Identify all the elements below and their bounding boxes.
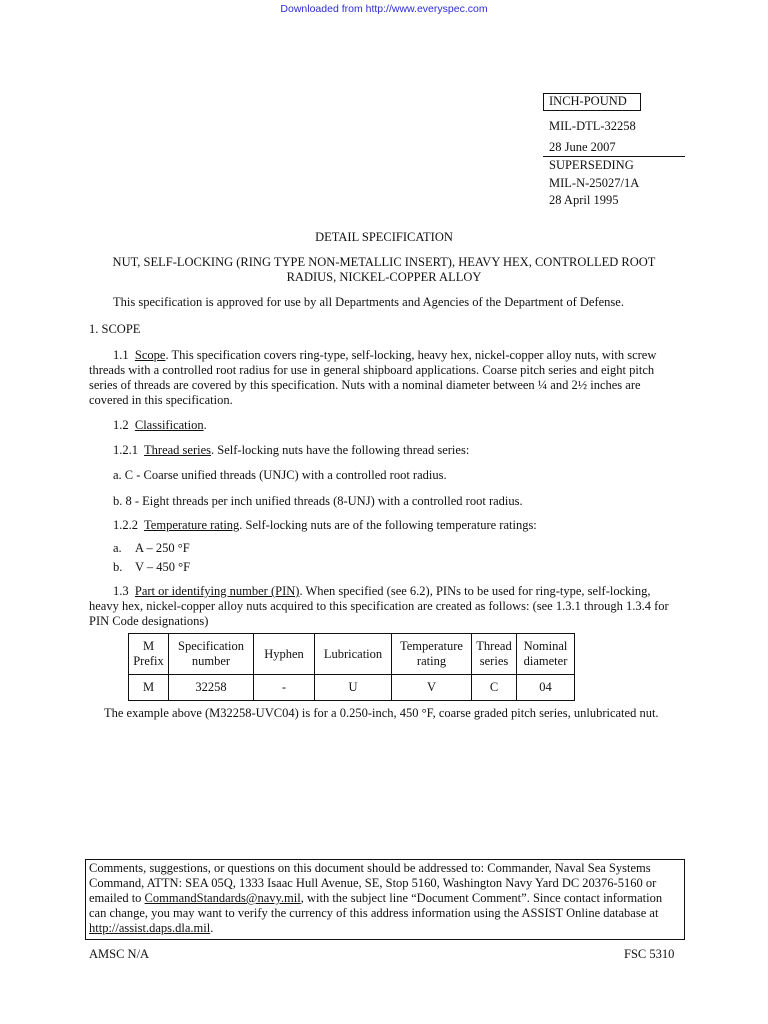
comments-line-1: Comments, suggestions, or questions on this document should be addressed to: Commander, Naval Sea Systems xyxy=(89,861,651,875)
superseding-label: SUPERSEDING xyxy=(549,158,634,172)
download-link[interactable]: Downloaded from http://www.everyspec.com xyxy=(280,3,488,15)
comments-text: , with the subject line “Document Comment”. Since contact information xyxy=(300,891,663,905)
paragraph-1-3-line-2: heavy hex, nickel-copper alloy nuts acquired to this specification are created as follows: (see 1.3.1 through 1.3.4 for xyxy=(89,599,669,613)
table-row xyxy=(129,675,575,701)
header-text: number xyxy=(191,654,231,668)
header-text: diameter xyxy=(523,654,568,668)
comments-text: . xyxy=(210,921,214,935)
document-date: 28 June 2007 xyxy=(549,140,616,154)
table-cell: 04 xyxy=(517,675,575,701)
header-text: Thread xyxy=(476,639,512,653)
temperature-item-b-text: V – 450 °F xyxy=(135,560,191,574)
para-text: . xyxy=(203,418,207,432)
para-text: . When specified (see 6.2), PINs to be used for ring-type, self-locking, xyxy=(299,584,651,598)
para-title: Classification xyxy=(134,418,204,432)
header-text: Hyphen xyxy=(264,646,304,661)
paragraph-1-2-1 xyxy=(113,443,469,458)
table-cell: 32258 xyxy=(169,675,254,701)
header-text: Prefix xyxy=(133,654,164,668)
header-cell-spec-number xyxy=(169,634,254,675)
thread-series-item-a: a. C - Coarse unified threads (UNJC) with a controlled root radius. xyxy=(113,468,447,482)
temperature-item-a-label: a. xyxy=(113,541,122,555)
table-cell: C xyxy=(472,675,517,701)
paragraph-1-1-line-3: series of threads are covered by this specification. Nuts with a nominal diameter between ¼ and 2½ inches are xyxy=(89,378,641,392)
comments-line-2: Command, ATTN: SEA 05Q, 1333 Isaac Hull Avenue, SE, Stop 5160, Washington Navy Yard DC 20376-5160 or xyxy=(89,876,657,890)
title-line-1: NUT, SELF-LOCKING (RING TYPE NON-METALLIC INSERT), HEAVY HEX, CONTROLLED ROOT xyxy=(112,255,656,269)
header-cell-prefix xyxy=(129,634,169,675)
para-text: . This specification covers ring-type, self-locking, heavy hex, nickel-copper alloy nuts, with screw xyxy=(165,348,657,362)
table-cell: - xyxy=(254,675,315,701)
para-number: 1.2.1 xyxy=(113,443,138,457)
email-link[interactable]: CommandStandards@navy.mil xyxy=(144,891,301,905)
header-cell-temperature xyxy=(392,634,472,675)
superseded-document-date: 28 April 1995 xyxy=(549,193,619,207)
paragraph-1-3-line-1 xyxy=(113,584,651,599)
document-id: MIL-DTL-32258 xyxy=(549,119,636,133)
header-text: rating xyxy=(416,654,447,668)
temperature-item-a-text: A – 250 °F xyxy=(135,541,190,555)
header-cell-hyphen xyxy=(254,634,315,675)
para-number: 1.2 xyxy=(113,418,129,432)
header-text: Nominal xyxy=(523,639,568,653)
specification-type: DETAIL SPECIFICATION xyxy=(315,230,453,244)
comments-line-3 xyxy=(89,891,662,906)
para-title: Scope xyxy=(134,348,166,362)
superseded-document-id: MIL-N-25027/1A xyxy=(549,176,640,190)
comments-line-5 xyxy=(89,921,213,936)
example-note: The example above (M32258-UVC04) is for a 0.250-inch, 450 °F, coarse graded pitch series, unlubricated nut. xyxy=(104,706,659,720)
paragraph-1-2 xyxy=(113,418,207,433)
footer-fsc: FSC 5310 xyxy=(624,947,675,961)
thread-series-item-b: b. 8 - Eight threads per inch unified threads (8-UNJ) with a controlled root radius. xyxy=(113,494,523,508)
section-heading-scope: 1. SCOPE xyxy=(89,322,141,336)
paragraph-1-3-line-3: PIN Code designations) xyxy=(89,614,209,628)
para-title: Thread series xyxy=(144,443,212,457)
title-line-2: RADIUS, NICKEL-COPPER ALLOY xyxy=(286,270,482,284)
footer-amsc: AMSC N/A xyxy=(89,947,150,961)
header-divider xyxy=(543,156,685,157)
paragraph-1-1-line-1 xyxy=(113,348,656,363)
paragraph-1-2-2 xyxy=(113,518,537,533)
para-text: . Self-locking nuts are of the following temperature ratings: xyxy=(239,518,537,532)
header-text: series xyxy=(479,654,509,668)
header-cell-thread xyxy=(472,634,517,675)
table-cell: M xyxy=(129,675,169,701)
para-text: . Self-locking nuts have the following thread series: xyxy=(211,443,470,457)
para-title: Part or identifying number (PIN) xyxy=(134,584,300,598)
header-text: Temperature xyxy=(400,639,463,653)
comments-line-4: can change, you may want to verify the currency of this address information using the ASSIST Online database at xyxy=(89,906,659,920)
para-number: 1.2.2 xyxy=(113,518,138,532)
header-text: M xyxy=(142,639,155,653)
header-text: Lubrication xyxy=(323,646,383,661)
assist-link[interactable]: http://assist.daps.dla.mil xyxy=(89,921,211,935)
table-cell: U xyxy=(315,675,392,701)
inch-pound-label: INCH-POUND xyxy=(549,94,627,108)
paragraph-1-1-line-4: covered in this specification. xyxy=(89,393,233,407)
header-cell-lubrication xyxy=(315,634,392,675)
header-text: Specification xyxy=(178,639,244,653)
comments-text: emailed to xyxy=(89,891,145,905)
table-cell: V xyxy=(392,675,472,701)
para-number: 1.3 xyxy=(113,584,129,598)
approval-statement: This specification is approved for use by all Departments and Agencies of the Department of Defense. xyxy=(113,295,624,309)
header-cell-diameter xyxy=(517,634,575,675)
paragraph-1-1-line-2: threads with a controlled root radius for use in general shipboard applications. Coarse pitch series and eight pitch xyxy=(89,363,655,377)
table-header-row xyxy=(129,634,575,675)
para-title: Temperature rating xyxy=(144,518,240,532)
temperature-item-b-label: b. xyxy=(113,560,123,574)
para-number: 1.1 xyxy=(113,348,129,362)
pin-table xyxy=(128,633,575,701)
